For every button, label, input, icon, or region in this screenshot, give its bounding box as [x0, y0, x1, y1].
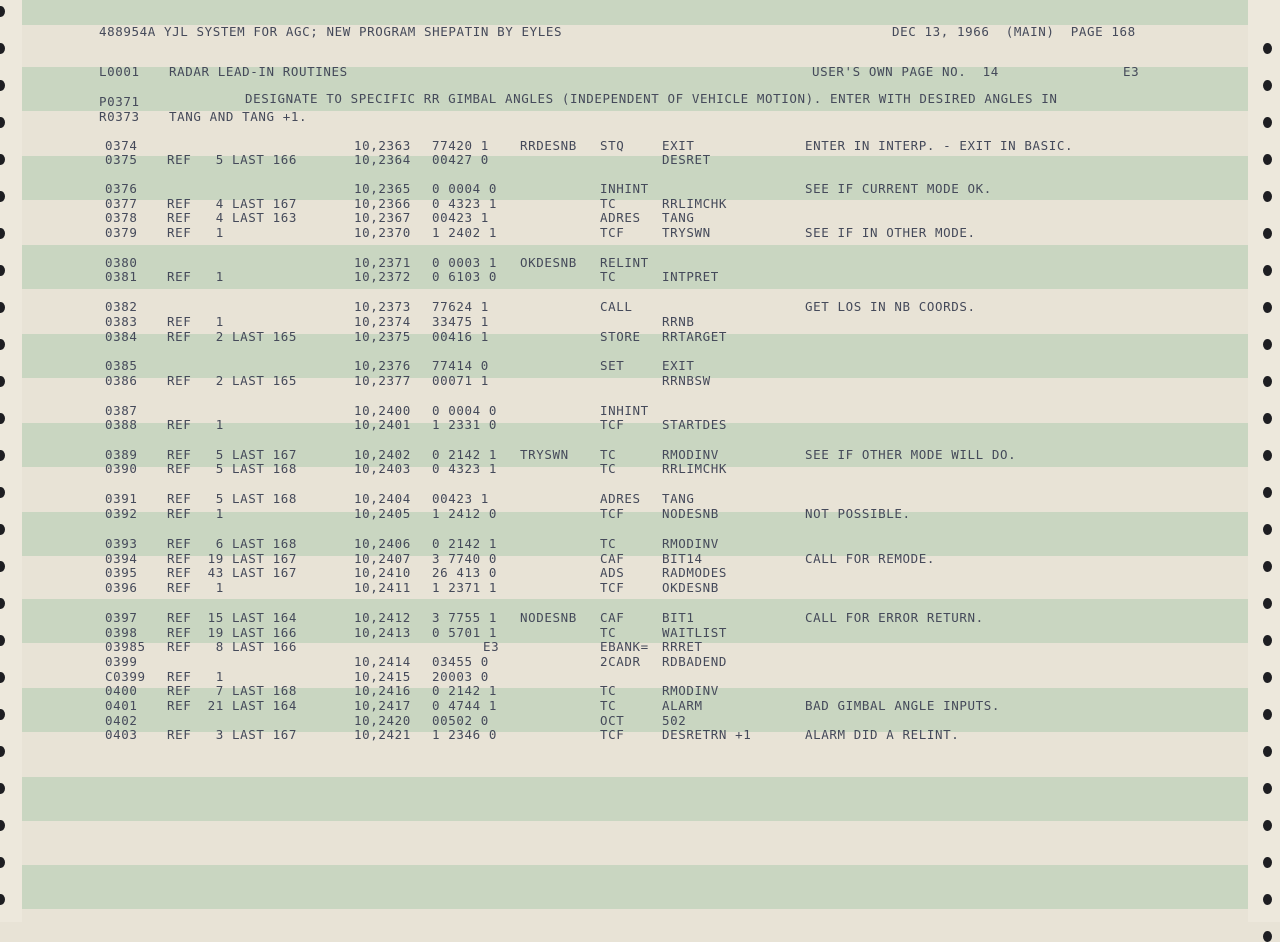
- opcode: RELINT: [600, 255, 649, 270]
- octal-code: 20003 0: [432, 669, 489, 684]
- sprocket-hole: [1263, 709, 1272, 720]
- line-number: 0397: [105, 610, 138, 625]
- sprocket-hole: [1263, 265, 1272, 276]
- octal-code: 00071 1: [432, 373, 489, 388]
- ref-column: REF 19 LAST 167: [167, 551, 298, 566]
- octal-code: 0 2142 1: [432, 447, 498, 462]
- operand: RRLIMCHK: [662, 461, 728, 476]
- sprocket-hole: [1263, 857, 1272, 868]
- line-number: 0391: [105, 491, 138, 506]
- sprocket-hole: [1263, 524, 1272, 535]
- octal-code: 3 7755 1: [432, 610, 498, 625]
- octal-code: 1 2412 0: [432, 506, 498, 521]
- operand: TRYSWN: [662, 225, 711, 240]
- address: 10,2414: [354, 654, 411, 669]
- greenbar-band: [22, 865, 1248, 909]
- ref-column: REF 5 LAST 166: [167, 152, 298, 167]
- operand: NODESNB: [662, 506, 719, 521]
- address: 10,2363: [354, 138, 411, 153]
- operand: BIT1: [662, 610, 695, 625]
- octal-code: 77414 0: [432, 358, 489, 373]
- sprocket-hole: [1263, 191, 1272, 202]
- opcode: TC: [600, 269, 617, 284]
- ref-column: REF 1: [167, 225, 224, 240]
- address: 10,2417: [354, 698, 411, 713]
- ref-column: REF 5 LAST 168: [167, 491, 298, 506]
- address: 10,2375: [354, 329, 411, 344]
- opcode: TCF: [600, 225, 625, 240]
- address: 10,2411: [354, 580, 411, 595]
- line-number: 0383: [105, 314, 138, 329]
- octal-code: 0 5701 1: [432, 625, 498, 640]
- address: 10,2372: [354, 269, 411, 284]
- line-number: 0399: [105, 654, 138, 669]
- address: 10,2366: [354, 196, 411, 211]
- address: 10,2416: [354, 683, 411, 698]
- sprocket-hole: [1263, 450, 1272, 461]
- octal-code: 1 2371 1: [432, 580, 498, 595]
- octal-code: 26 413 0: [432, 565, 498, 580]
- line-number: 0403: [105, 727, 138, 742]
- intro-line-text: TANG AND TANG +1.: [169, 109, 308, 124]
- octal-code: 77624 1: [432, 299, 489, 314]
- ref-column: REF 21 LAST 164: [167, 698, 298, 713]
- operand: RADMODES: [662, 565, 728, 580]
- ref-column: REF 7 LAST 168: [167, 683, 298, 698]
- address: 10,2406: [354, 536, 411, 551]
- sprocket-hole: [1263, 820, 1272, 831]
- line-number: 0378: [105, 210, 138, 225]
- ref-column: REF 4 LAST 167: [167, 196, 298, 211]
- sprocket-hole: [1263, 894, 1272, 905]
- opcode: TC: [600, 536, 617, 551]
- address: 10,2401: [354, 417, 411, 432]
- ref-column: REF 2 LAST 165: [167, 373, 298, 388]
- greenbar-band: [22, 0, 1248, 25]
- operand: RMODINV: [662, 536, 719, 551]
- opcode: TC: [600, 698, 617, 713]
- line-number: 03985: [105, 639, 146, 654]
- section-title: RADAR LEAD-IN ROUTINES: [169, 64, 348, 79]
- sprocket-hole: [1263, 561, 1272, 572]
- address: 10,2377: [354, 373, 411, 388]
- octal-code: 00427 0: [432, 152, 489, 167]
- sprocket-hole: [1263, 117, 1272, 128]
- address: 10,2407: [354, 551, 411, 566]
- line-number: 0377: [105, 196, 138, 211]
- sprocket-hole: [1263, 80, 1272, 91]
- ref-column: REF 4 LAST 163: [167, 210, 298, 225]
- address: 10,2365: [354, 181, 411, 196]
- line-number: 0394: [105, 551, 138, 566]
- operand: 502: [662, 713, 687, 728]
- line-number: 0375: [105, 152, 138, 167]
- sprocket-hole: [1263, 43, 1272, 54]
- operand: RRTARGET: [662, 329, 728, 344]
- address: 10,2400: [354, 403, 411, 418]
- octal-code: 0 4744 1: [432, 698, 498, 713]
- opcode: TC: [600, 625, 617, 640]
- ref-column: REF 1: [167, 417, 224, 432]
- octal-code: 0 0004 0: [432, 403, 498, 418]
- address: 10,2421: [354, 727, 411, 742]
- sprocket-hole: [1263, 154, 1272, 165]
- operand: TANG: [662, 210, 695, 225]
- octal-code: 0 6103 0: [432, 269, 498, 284]
- opcode: TC: [600, 683, 617, 698]
- octal-code: 1 2346 0: [432, 727, 498, 742]
- opcode: SET: [600, 358, 625, 373]
- ref-column: REF 5 LAST 168: [167, 461, 298, 476]
- opcode: INHINT: [600, 403, 649, 418]
- section-log-number: L0001: [99, 64, 140, 79]
- symbol-label: TRYSWN: [520, 447, 569, 462]
- comment: SEE IF OTHER MODE WILL DO.: [805, 447, 1017, 462]
- opcode: TC: [600, 461, 617, 476]
- line-number: 0402: [105, 713, 138, 728]
- operand: OKDESNB: [662, 580, 719, 595]
- address: 10,2371: [354, 255, 411, 270]
- line-number: 0387: [105, 403, 138, 418]
- comment: BAD GIMBAL ANGLE INPUTS.: [805, 698, 1001, 713]
- octal-code: E3: [483, 639, 500, 654]
- opcode: CAF: [600, 551, 625, 566]
- line-number: 0376: [105, 181, 138, 196]
- operand: WAITLIST: [662, 625, 728, 640]
- operand: STARTDES: [662, 417, 728, 432]
- symbol-label: RRDESNB: [520, 138, 577, 153]
- line-number: 0385: [105, 358, 138, 373]
- opcode: STQ: [600, 138, 625, 153]
- octal-code: 3 7740 0: [432, 551, 498, 566]
- operand: RMODINV: [662, 683, 719, 698]
- address: 10,2405: [354, 506, 411, 521]
- symbol-label: NODESNB: [520, 610, 577, 625]
- address: 10,2403: [354, 461, 411, 476]
- octal-code: 00502 0: [432, 713, 489, 728]
- opcode: 2CADR: [600, 654, 641, 669]
- opcode: STORE: [600, 329, 641, 344]
- greenbar-band: [22, 777, 1248, 821]
- address: 10,2364: [354, 152, 411, 167]
- line-number: 0384: [105, 329, 138, 344]
- octal-code: 33475 1: [432, 314, 489, 329]
- comment: SEE IF CURRENT MODE OK.: [805, 181, 992, 196]
- opcode: CALL: [600, 299, 633, 314]
- ref-column: REF 5 LAST 167: [167, 447, 298, 462]
- operand: RRNB: [662, 314, 695, 329]
- sprocket-hole: [1263, 783, 1272, 794]
- ref-column: REF 43 LAST 167: [167, 565, 298, 580]
- operand: RRLIMCHK: [662, 196, 728, 211]
- line-number: 0389: [105, 447, 138, 462]
- user-page-number: USER'S OWN PAGE NO. 14: [812, 64, 999, 79]
- line-number: 0395: [105, 565, 138, 580]
- header-date-page: DEC 13, 1966 (MAIN) PAGE 168: [892, 24, 1136, 39]
- operand: TANG: [662, 491, 695, 506]
- operand: RMODINV: [662, 447, 719, 462]
- address: 10,2367: [354, 210, 411, 225]
- sprocket-hole: [1263, 931, 1272, 942]
- opcode: TCF: [600, 417, 625, 432]
- address: 10,2420: [354, 713, 411, 728]
- line-number: 0380: [105, 255, 138, 270]
- comment: SEE IF IN OTHER MODE.: [805, 225, 976, 240]
- comment: CALL FOR REMODE.: [805, 551, 936, 566]
- opcode: ADRES: [600, 491, 641, 506]
- operand: BIT14: [662, 551, 703, 566]
- line-number: 0388: [105, 417, 138, 432]
- octal-code: 1 2331 0: [432, 417, 498, 432]
- opcode: EBANK=: [600, 639, 649, 654]
- opcode: CAF: [600, 610, 625, 625]
- intro-line-number: R0373: [99, 109, 140, 124]
- comment: GET LOS IN NB COORDS.: [805, 299, 976, 314]
- opcode: TCF: [600, 727, 625, 742]
- sprocket-hole: [1263, 376, 1272, 387]
- octal-code: 77420 1: [432, 138, 489, 153]
- intro-line-number: P0371: [99, 94, 140, 109]
- line-number: 0382: [105, 299, 138, 314]
- octal-code: 03455 0: [432, 654, 489, 669]
- sprocket-hole: [1263, 302, 1272, 313]
- intro-line-text: DESIGNATE TO SPECIFIC RR GIMBAL ANGLES (INDEPENDENT OF VEHICLE MOTION). ENTER WITH DESIRED ANGLES IN: [245, 91, 1058, 106]
- line-number: 0392: [105, 506, 138, 521]
- operand: EXIT: [662, 358, 695, 373]
- opcode: TC: [600, 196, 617, 211]
- comment: ALARM DID A RELINT.: [805, 727, 960, 742]
- opcode: INHINT: [600, 181, 649, 196]
- line-number: 0398: [105, 625, 138, 640]
- sprocket-hole: [1263, 672, 1272, 683]
- octal-code: 0 4323 1: [432, 461, 498, 476]
- sprocket-hole: [1263, 339, 1272, 350]
- octal-code: 0 2142 1: [432, 536, 498, 551]
- octal-code: 0 2142 1: [432, 683, 498, 698]
- ref-column: REF 1: [167, 269, 224, 284]
- ref-column: REF 2 LAST 165: [167, 329, 298, 344]
- address: 10,2404: [354, 491, 411, 506]
- address: 10,2402: [354, 447, 411, 462]
- comment: CALL FOR ERROR RETURN.: [805, 610, 984, 625]
- ref-column: REF 1: [167, 314, 224, 329]
- line-number: 0374: [105, 138, 138, 153]
- ref-column: REF 1: [167, 580, 224, 595]
- address: 10,2374: [354, 314, 411, 329]
- address: 10,2413: [354, 625, 411, 640]
- opcode: TC: [600, 447, 617, 462]
- octal-code: 00423 1: [432, 491, 489, 506]
- address: 10,2373: [354, 299, 411, 314]
- sprocket-hole: [1263, 598, 1272, 609]
- line-number: 0379: [105, 225, 138, 240]
- octal-code: 0 0003 1: [432, 255, 498, 270]
- address: 10,2376: [354, 358, 411, 373]
- ref-column: REF 15 LAST 164: [167, 610, 298, 625]
- operand: EXIT: [662, 138, 695, 153]
- line-number: 0381: [105, 269, 138, 284]
- ref-column: REF 1: [167, 669, 224, 684]
- address: 10,2370: [354, 225, 411, 240]
- operand: ALARM: [662, 698, 703, 713]
- ref-column: REF 3 LAST 167: [167, 727, 298, 742]
- octal-code: 1 2402 1: [432, 225, 498, 240]
- header-title: 488954A YJL SYSTEM FOR AGC; NEW PROGRAM SHEPATIN BY EYLES: [99, 24, 563, 39]
- ref-column: REF 6 LAST 168: [167, 536, 298, 551]
- line-number: 0400: [105, 683, 138, 698]
- line-number: 0401: [105, 698, 138, 713]
- sprocket-hole: [1263, 413, 1272, 424]
- opcode: ADRES: [600, 210, 641, 225]
- opcode: TCF: [600, 506, 625, 521]
- sprocket-hole: [1263, 746, 1272, 757]
- symbol-label: OKDESNB: [520, 255, 577, 270]
- operand: RDBADEND: [662, 654, 728, 669]
- octal-code: 00416 1: [432, 329, 489, 344]
- octal-code: 00423 1: [432, 210, 489, 225]
- ref-column: REF 19 LAST 166: [167, 625, 298, 640]
- ref-column: REF 1: [167, 506, 224, 521]
- comment: NOT POSSIBLE.: [805, 506, 911, 521]
- line-number: 0393: [105, 536, 138, 551]
- operand: RRRET: [662, 639, 703, 654]
- sprocket-hole: [1263, 635, 1272, 646]
- ref-column: REF 8 LAST 166: [167, 639, 298, 654]
- line-number: 0396: [105, 580, 138, 595]
- operand: DESRETRN +1: [662, 727, 752, 742]
- sprocket-hole: [1263, 487, 1272, 498]
- line-number: C0399: [105, 669, 146, 684]
- octal-code: 0 0004 0: [432, 181, 498, 196]
- address: 10,2412: [354, 610, 411, 625]
- line-number: 0386: [105, 373, 138, 388]
- comment: ENTER IN INTERP. - EXIT IN BASIC.: [805, 138, 1074, 153]
- opcode: OCT: [600, 713, 625, 728]
- operand: DESRET: [662, 152, 711, 167]
- line-number: 0390: [105, 461, 138, 476]
- octal-code: 0 4323 1: [432, 196, 498, 211]
- bank-label: E3: [1123, 64, 1140, 79]
- address: 10,2415: [354, 669, 411, 684]
- opcode: ADS: [600, 565, 625, 580]
- operand: RRNBSW: [662, 373, 711, 388]
- operand: INTPRET: [662, 269, 719, 284]
- address: 10,2410: [354, 565, 411, 580]
- opcode: TCF: [600, 580, 625, 595]
- sprocket-hole: [1263, 228, 1272, 239]
